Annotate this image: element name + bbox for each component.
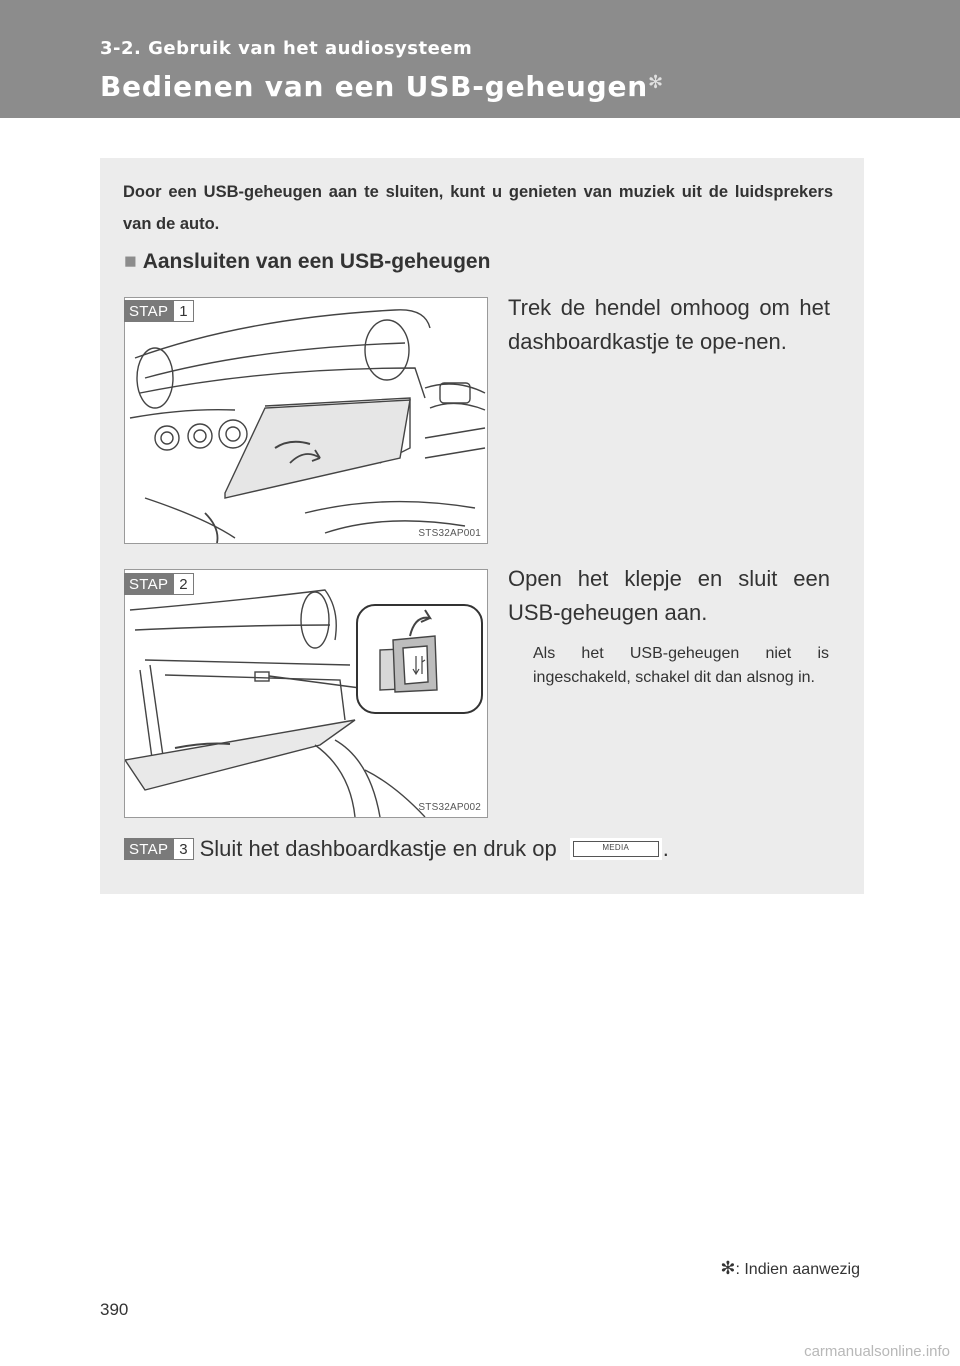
page-title-text: Bedienen van een USB-geheugen	[100, 70, 648, 103]
step-3-row	[124, 836, 669, 862]
footnote-text: : Indien aanwezig	[735, 1261, 860, 1278]
step-badge-word: STAP	[124, 838, 173, 860]
media-button-label: MEDIA	[602, 843, 630, 852]
figure-usb-port	[124, 569, 488, 818]
step-badge-word: STAP	[124, 573, 173, 595]
step-2-note: Als het USB-geheugen niet is ingeschakeld, schakel dit dan alsnog in.	[533, 645, 829, 686]
step-badge-number: 1	[173, 300, 193, 322]
page-title	[100, 70, 664, 103]
intro-text: Door een USB-geheugen aan te sluiten, kunt u genieten van muziek uit de luidsprekers van de auto.	[123, 183, 833, 233]
figure-glovebox-open	[124, 297, 488, 544]
step-2-text: Open het klepje en sluit een USB-geheugen aan.	[508, 566, 830, 625]
step-badge-word: STAP	[124, 300, 173, 322]
page-number: 390	[100, 1300, 129, 1319]
step-1-badge	[124, 300, 194, 322]
figure-code: STS32AP002	[418, 802, 481, 813]
square-bullet-icon: ■	[124, 250, 137, 273]
section-label: 3-2. Gebruik van het audiosysteem	[100, 38, 473, 59]
usb-port-illustration	[125, 570, 487, 817]
step-badge-number: 3	[173, 838, 193, 860]
glovebox-illustration	[125, 298, 487, 543]
step-3-period: .	[662, 836, 669, 861]
step-badge-number: 2	[173, 573, 193, 595]
asterisk-icon: ✻	[720, 1258, 736, 1278]
step-2-badge	[124, 573, 194, 595]
step-3-badge	[124, 838, 194, 860]
subheading-text: Aansluiten van een USB-geheugen	[142, 250, 491, 273]
subheading	[124, 250, 490, 274]
step-1-text: Trek de hendel omhoog om het dashboardkastje te ope-nen.	[508, 295, 830, 354]
watermark: carmanualsonline.info	[804, 1343, 950, 1360]
title-asterisk-icon: ✻	[647, 72, 664, 93]
media-button-icon	[573, 841, 659, 857]
figure-code: STS32AP001	[418, 528, 481, 539]
step-3-text: Sluit het dashboardkastje en druk op	[199, 836, 557, 861]
page-header	[0, 0, 960, 118]
footnote	[720, 1258, 860, 1279]
